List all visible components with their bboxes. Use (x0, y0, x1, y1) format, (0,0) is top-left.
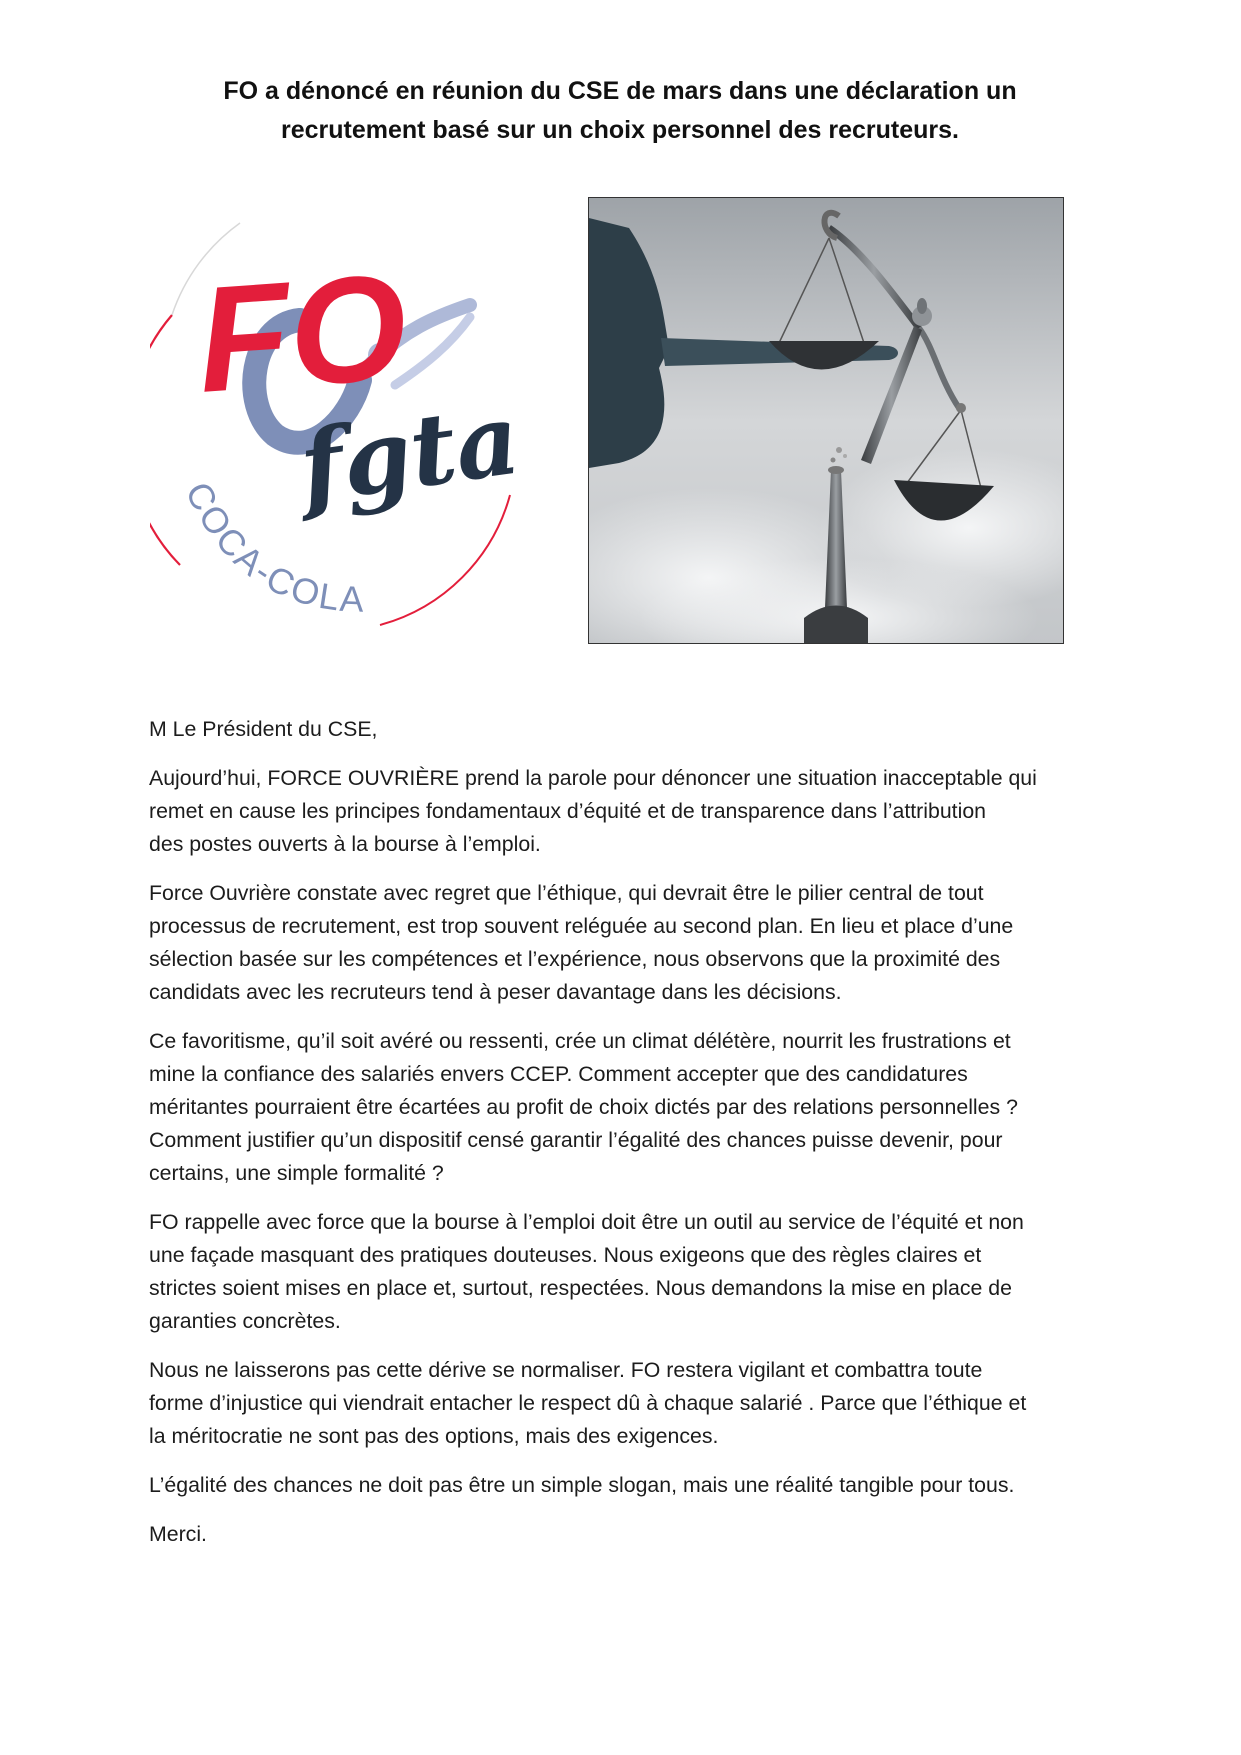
paragraph-6: L’égalité des chances ne doit pas être un simple slogan, mais une réalité tangible pour tous. (149, 1473, 1015, 1497)
paragraph-1: Aujourd’hui, FORCE OUVRIÈRE prend la parole pour dénoncer une situation inacceptable qui remet en cause les principes fondamentaux d’équité et de transparence dans l’attribution des postes ouverts à la bourse à l’emploi. (149, 766, 1037, 856)
document-title (150, 72, 1090, 150)
title-line-2: recrutement basé sur un choix personnel des recruteurs. (280, 116, 959, 144)
paragraph-5: Nous ne laisserons pas cette dérive se normaliser. FO restera vigilant et combattra toute forme d’injustice qui viendrait entacher le respect dû à chaque salarié . Parce que l’éthique et la méritocratie ne sont pas des options, mais des exigences. (149, 1358, 1027, 1448)
paragraph-4: FO rappelle avec force que la bourse à l’emploi doit être un outil au service de l’équité et non une façade masquant des pratiques douteuses. Nous exigeons que des règles claires et strictes soient mises en place et, surtout, respectées. Nous demandons la mise en place de garanties concrètes. (149, 1210, 1024, 1333)
coca-cola-logo-text: COCA-COLA (177, 475, 367, 620)
fgta-logo-text: fgta (293, 381, 527, 526)
paragraph-2: Force Ouvrière constate avec regret que l’éthique, qui devrait être le pilier central de tout processus de recrutement, est trop souvent reléguée au second plan. En lieu et place d’une sélection basée sur les compétences et l’expérience, nous observons que la proximité des candidats avec les recruteurs tend à peser davantage dans les décisions. (149, 881, 1014, 1004)
justice-scales-illustration (588, 197, 1064, 644)
closing: Merci. (149, 1522, 207, 1546)
salutation: M Le Président du CSE, (149, 717, 378, 741)
fo-logo-text: FO (192, 241, 412, 424)
letter-body (149, 713, 1109, 1567)
title-line-1: FO a dénoncé en réunion du CSE de mars dans une déclaration un (223, 77, 1017, 105)
fo-fgta-coca-cola-logo (150, 205, 530, 645)
paragraph-3: Ce favoritisme, qu’il soit avéré ou ressenti, crée un climat délétère, nourrit les frustrations et mine la confiance des salariés envers CCEP. Comment accepter que des candidatures méritantes pourraient être écartées au profit de choix dictés par des relations personnelles ? Comment justifier qu’un dispositif censé garantir l’égalité des chances puisse devenir, pour certains, une simple formalité ? (149, 1029, 1018, 1185)
